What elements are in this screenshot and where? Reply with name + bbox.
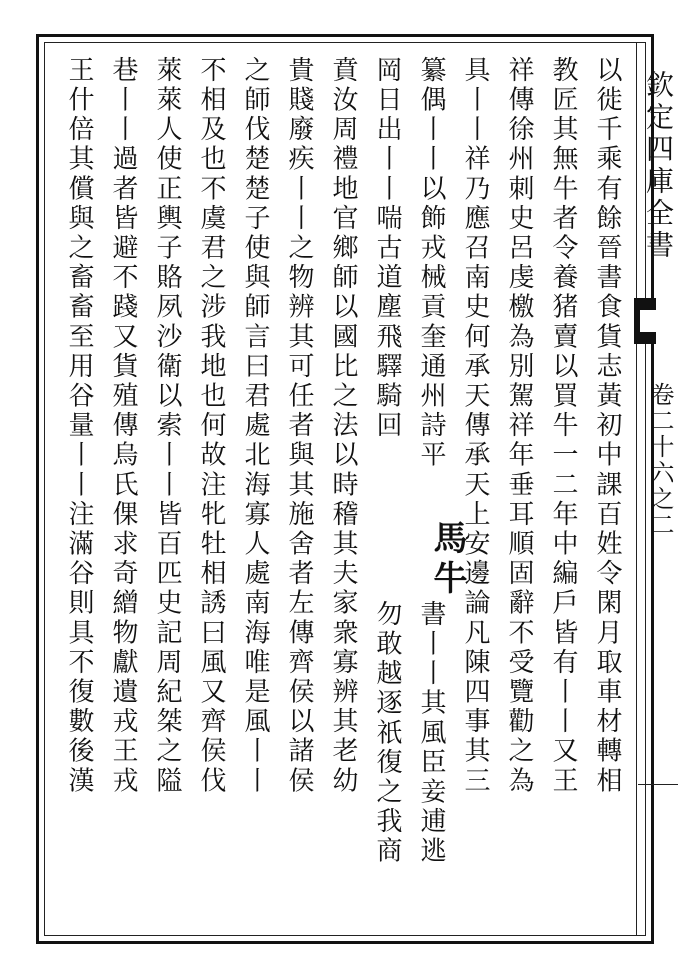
text-column-12: 巷丨丨過者皆避不踐又貨殖傳烏氏倮求奇繒物獻遺戎王戎: [108, 56, 138, 796]
text-column-6: 岡日出丨丨喘古道塵飛驛騎回: [372, 56, 402, 441]
fish-tail-mark: [634, 298, 656, 344]
margin-tick: [638, 784, 678, 785]
margin-chapter: 卷二十六之二: [646, 382, 674, 538]
text-column-4: 具丨丨祥乃應召南史何承天傳承天上安邊論凡陳四事其三: [460, 56, 490, 796]
text-column-1: 以徙千乘有餘晉書食貨志黃初中課百姓令閑月取車材轉相: [592, 56, 622, 796]
margin-title: 欽定四庫全書: [642, 70, 675, 262]
text-column-7: 賁汝周禮地官鄉師以國比之法以時稽其夫家衆寡辨其老幼: [328, 56, 358, 796]
text-column-10: 不相及也不虞君之涉我地也何故注牝牡相誘曰風又齊侯伐: [196, 56, 226, 796]
text-column-13: 王什倍其償與之畜畜至用谷量丨丨注滿谷則具不復數後漢: [64, 56, 94, 796]
heading-tail-1: 書丨丨其風臣妾逋逃: [416, 600, 446, 867]
heading-tail-2: 勿敢越逐祇復之我商: [372, 600, 402, 867]
text-column-9: 之師伐楚楚子使與師言曰君處北海寡人處南海唯是風丨丨: [240, 56, 270, 796]
text-column-3: 祥傳徐州刺史呂虔檄為別駕祥年垂耳順固辭不受覽勸之為: [504, 56, 534, 796]
text-column-2: 教匠其無牛者令養猪賣以買牛一二年中編戶皆有丨丨又王: [548, 56, 578, 796]
margin-rule: [636, 42, 637, 936]
text-column-8: 貴賤廢疾丨丨之物辨其可任者與其施舍者左傳齊侯以諸侯: [284, 56, 314, 796]
text-column-11: 萊萊人使正輿子賂夙沙衛以索丨丨皆百匹史記周紀桀之隘: [152, 56, 182, 796]
section-heading: 馬牛: [427, 520, 467, 600]
text-column-5: 纂偶丨丨以飾戎械貢奎通州詩平: [416, 56, 446, 471]
